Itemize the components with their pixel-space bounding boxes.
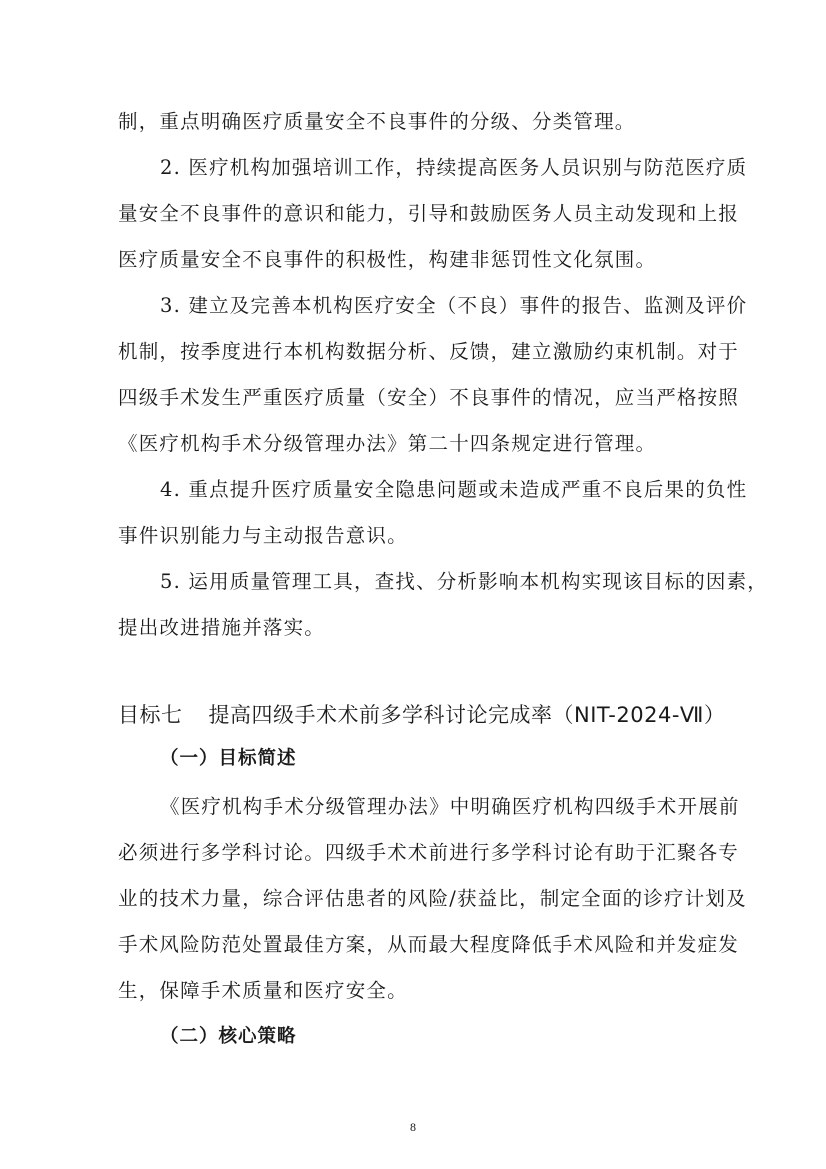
paragraph-line: 4. 重点提升医疗质量安全隐患问题或未造成严重不良后果的负性 (160, 478, 748, 501)
section-heading: （二）核心策略 (160, 1026, 297, 1047)
page-number: 8 (410, 1120, 416, 1134)
goal-title: 提高四级手术术前多学科讨论完成率（NIT-2024-Ⅶ） (208, 703, 726, 727)
paragraph-line: 医疗质量安全不良事件的积极性，构建非惩罚性文化氛围。 (118, 248, 657, 271)
paragraph-line: 2. 医疗机构加强培训工作，持续提高医务人员识别与防范医疗质 (160, 156, 748, 179)
paragraph-line: 《医疗机构手术分级管理办法》第二十四条规定进行管理。 (118, 432, 657, 455)
paragraph-line: 3. 建立及完善本机构医疗安全（不良）事件的报告、监测及评价 (160, 294, 748, 317)
paragraph-line: 四级手术发生严重医疗质量（安全）不良事件的情况，应当严格按照 (118, 386, 740, 409)
paragraph-line: 事件识别能力与主动报告意识。 (118, 524, 408, 547)
goal-label: 目标七 (118, 703, 183, 727)
paragraph-line: 手术风险防范处置最佳方案，从而最大程度降低手术风险和并发症发 (118, 933, 740, 956)
paragraph-line: 提出改进措施并落实。 (118, 616, 326, 639)
paragraph-line: 制，重点明确医疗质量安全不良事件的分级、分类管理。 (118, 110, 636, 133)
paragraph-line: 5. 运用质量管理工具，查找、分析影响本机构实现该目标的因素， (160, 570, 769, 593)
section-heading: （一）目标简述 (160, 748, 297, 769)
paragraph-line: 业的技术力量，综合评估患者的风险/获益比，制定全面的诊疗计划及 (118, 887, 747, 910)
paragraph-line: 必须进行多学科讨论。四级手术术前进行多学科讨论有助于汇聚各专 (118, 841, 740, 864)
paragraph-line: 生，保障手术质量和医疗安全。 (118, 979, 408, 1002)
paragraph-line: 《医疗机构手术分级管理办法》中明确医疗机构四级手术开展前 (160, 795, 740, 818)
paragraph-line: 量安全不良事件的意识和能力，引导和鼓励医务人员主动发现和上报 (118, 202, 740, 225)
paragraph-line: 机制，按季度进行本机构数据分析、反馈，建立激励约束机制。对于 (118, 340, 740, 363)
goal-heading (118, 700, 725, 730)
